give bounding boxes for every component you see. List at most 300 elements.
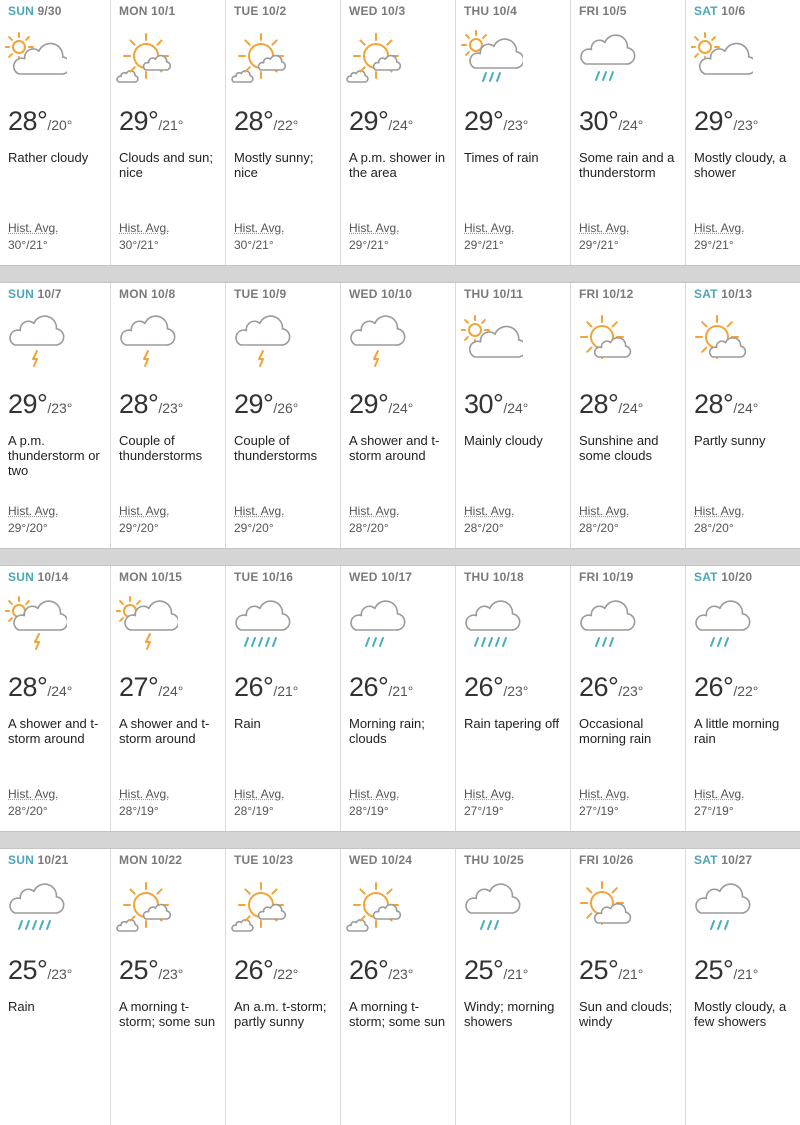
- day-date: [579, 570, 634, 584]
- day-card[interactable]: [455, 283, 570, 548]
- day-card[interactable]: [225, 0, 340, 265]
- date-number: 10/11: [492, 287, 524, 301]
- historical-average: [694, 786, 744, 820]
- day-card[interactable]: [110, 283, 225, 548]
- high-temp: 28°: [579, 389, 619, 419]
- day-date: [694, 570, 752, 584]
- low-temp: /21°: [618, 966, 644, 982]
- temperatures: [694, 672, 758, 703]
- thunderstorm-icon: [5, 313, 67, 369]
- hist-label[interactable]: Hist. Avg.: [8, 221, 59, 235]
- historical-average: [579, 220, 629, 254]
- day-card[interactable]: [570, 283, 685, 548]
- hist-label[interactable]: Hist. Avg.: [579, 221, 630, 235]
- forecast-phrase: Partly sunny: [694, 433, 766, 448]
- sun-cloud-rain-icon: [461, 30, 523, 86]
- partly-cloudy-icon: [461, 313, 523, 369]
- low-temp: /24°: [388, 400, 414, 416]
- high-temp: 30°: [464, 389, 504, 419]
- low-temp: /23°: [158, 966, 184, 982]
- high-temp: 25°: [464, 955, 504, 985]
- high-temp: 28°: [8, 672, 48, 702]
- day-of-week: SUN: [8, 4, 34, 18]
- date-number: 10/6: [721, 4, 746, 18]
- hist-label[interactable]: Hist. Avg.: [464, 221, 515, 235]
- day-of-week: WED: [349, 4, 378, 18]
- mostly-sunny-icon: [116, 879, 178, 935]
- temperatures: [464, 955, 528, 986]
- low-temp: /21°: [273, 683, 299, 699]
- high-temp: 25°: [8, 955, 48, 985]
- hist-value: 30°/21°: [119, 238, 159, 252]
- temperatures: [464, 672, 528, 703]
- high-temp: 29°: [694, 106, 734, 136]
- high-temp: 28°: [694, 389, 734, 419]
- forecast-phrase: A morning t-storm; some sun: [119, 999, 216, 1029]
- forecast-phrase: Sunshine and some clouds: [579, 433, 659, 463]
- week-divider: [0, 548, 800, 566]
- forecast-phrase: A shower and t-storm around: [119, 716, 210, 746]
- high-temp: 29°: [8, 389, 48, 419]
- date-number: 10/18: [492, 570, 524, 584]
- historical-average: [694, 503, 744, 537]
- hist-label[interactable]: Hist. Avg.: [579, 504, 630, 518]
- date-number: 10/13: [721, 287, 753, 301]
- forecast-phrase: A little morning rain: [694, 716, 780, 746]
- hist-label[interactable]: Hist. Avg.: [119, 504, 170, 518]
- day-of-week: FRI: [579, 4, 599, 18]
- hist-label[interactable]: Hist. Avg.: [464, 787, 515, 801]
- mostly-sunny-icon: [116, 30, 178, 86]
- high-temp: 28°: [119, 389, 159, 419]
- forecast-phrase: Occasional morning rain: [579, 716, 652, 746]
- high-temp: 29°: [349, 106, 389, 136]
- hist-label[interactable]: Hist. Avg.: [119, 221, 170, 235]
- cloud-rain-icon: [691, 879, 753, 935]
- day-of-week: SAT: [694, 4, 718, 18]
- historical-average: [119, 220, 169, 254]
- cloud-rain-icon: [346, 596, 408, 652]
- historical-average: [349, 220, 399, 254]
- historical-average: [464, 220, 514, 254]
- temperatures: [694, 106, 758, 137]
- temperatures: [349, 106, 413, 137]
- temperatures: [8, 389, 72, 420]
- high-temp: 29°: [234, 389, 274, 419]
- date-number: 10/16: [262, 570, 294, 584]
- low-temp: /24°: [733, 400, 759, 416]
- mostly-sunny-icon: [231, 879, 293, 935]
- sun-thunderstorm-icon: [5, 596, 67, 652]
- hist-label[interactable]: Hist. Avg.: [349, 504, 400, 518]
- hist-value: 28°/20°: [579, 521, 619, 535]
- heavy-rain-icon: [231, 596, 293, 652]
- low-temp: /23°: [158, 400, 184, 416]
- hist-value: 27°/19°: [464, 804, 504, 818]
- temperatures: [579, 672, 643, 703]
- mostly-sunny-icon: [346, 879, 408, 935]
- forecast-phrase: Couple of thunderstorms: [234, 433, 318, 463]
- temperatures: [694, 955, 758, 986]
- hist-label[interactable]: Hist. Avg.: [8, 504, 59, 518]
- date-number: 10/8: [151, 287, 176, 301]
- day-date: [349, 4, 405, 18]
- temperatures: [579, 106, 643, 137]
- historical-average: [349, 786, 399, 820]
- temperatures: [464, 389, 528, 420]
- week-row: [0, 566, 800, 831]
- date-number: 10/3: [381, 4, 406, 18]
- hist-label[interactable]: Hist. Avg.: [349, 221, 400, 235]
- partly-cloudy-icon: [691, 30, 753, 86]
- low-temp: /23°: [618, 683, 644, 699]
- hist-value: 28°/20°: [464, 521, 504, 535]
- temperatures: [8, 106, 72, 137]
- historical-average: [8, 503, 58, 537]
- week-row: [0, 0, 800, 265]
- low-temp: /26°: [273, 400, 299, 416]
- date-number: 10/17: [381, 570, 413, 584]
- low-temp: /24°: [618, 400, 644, 416]
- day-date: [464, 287, 523, 301]
- date-number: 10/21: [37, 853, 69, 867]
- hist-value: 28°/20°: [8, 804, 48, 818]
- date-number: 10/22: [151, 853, 183, 867]
- hist-value: 27°/19°: [579, 804, 619, 818]
- day-card[interactable]: [455, 0, 570, 265]
- high-temp: 25°: [579, 955, 619, 985]
- temperatures: [119, 672, 183, 703]
- date-number: 10/12: [602, 287, 634, 301]
- historical-average: [234, 503, 284, 537]
- hist-label[interactable]: Hist. Avg.: [349, 787, 400, 801]
- high-temp: 28°: [8, 106, 48, 136]
- day-card[interactable]: [0, 849, 110, 1125]
- day-card[interactable]: [340, 849, 455, 1125]
- hist-value: 29°/20°: [234, 521, 274, 535]
- forecast-phrase: A shower and t-storm around: [349, 433, 440, 463]
- temperatures: [119, 106, 183, 137]
- hist-label[interactable]: Hist. Avg.: [694, 504, 745, 518]
- high-temp: 25°: [694, 955, 734, 985]
- day-of-week: SUN: [8, 287, 34, 301]
- temperatures: [464, 106, 528, 137]
- day-card[interactable]: [110, 0, 225, 265]
- date-number: 10/25: [492, 853, 524, 867]
- temperatures: [234, 389, 298, 420]
- cloud-rain-icon: [691, 596, 753, 652]
- day-card[interactable]: [685, 283, 800, 548]
- day-date: [234, 4, 286, 18]
- week-divider: [0, 265, 800, 283]
- day-of-week: FRI: [579, 570, 599, 584]
- day-of-week: MON: [119, 4, 148, 18]
- day-date: [349, 853, 412, 867]
- temperatures: [119, 389, 183, 420]
- high-temp: 29°: [464, 106, 504, 136]
- day-date: [464, 4, 517, 18]
- temperatures: [694, 389, 758, 420]
- hist-value: 29°/21°: [349, 238, 389, 252]
- cloud-rain-icon: [576, 596, 638, 652]
- low-temp: /22°: [273, 966, 299, 982]
- forecast-phrase: A morning t-storm; some sun: [349, 999, 446, 1029]
- day-card[interactable]: [0, 283, 110, 548]
- day-date: [579, 853, 634, 867]
- low-temp: /22°: [733, 683, 759, 699]
- forecast-phrase: Rain: [234, 716, 261, 731]
- sun-thunderstorm-icon: [116, 596, 178, 652]
- day-date: [234, 570, 293, 584]
- hist-value: 29°/20°: [119, 521, 159, 535]
- temperatures: [349, 389, 413, 420]
- day-date: [694, 853, 752, 867]
- hist-label[interactable]: Hist. Avg.: [234, 504, 285, 518]
- day-of-week: FRI: [579, 287, 599, 301]
- forecast-phrase: Mainly cloudy: [464, 433, 543, 448]
- day-card[interactable]: [455, 849, 570, 1125]
- low-temp: /24°: [388, 117, 414, 133]
- hist-value: 29°/21°: [579, 238, 619, 252]
- low-temp: /22°: [273, 117, 299, 133]
- forecast-phrase: Some rain and a thunderstorm: [579, 150, 675, 180]
- date-number: 10/26: [602, 853, 634, 867]
- forecast-phrase: A p.m. shower in the area: [349, 150, 446, 180]
- temperatures: [119, 955, 183, 986]
- day-date: [349, 570, 412, 584]
- low-temp: /24°: [503, 400, 529, 416]
- high-temp: 26°: [694, 672, 734, 702]
- day-card[interactable]: [110, 566, 225, 831]
- cloud-rain-icon: [461, 879, 523, 935]
- historical-average: [8, 786, 58, 820]
- day-date: [119, 570, 182, 584]
- high-temp: 30°: [579, 106, 619, 136]
- day-of-week: MON: [119, 570, 148, 584]
- temperatures: [349, 672, 413, 703]
- temperatures: [234, 955, 298, 986]
- high-temp: 28°: [234, 106, 274, 136]
- date-number: 9/30: [37, 4, 62, 18]
- forecast-phrase: Windy; morning showers: [464, 999, 555, 1029]
- temperatures: [579, 955, 643, 986]
- day-date: [464, 853, 524, 867]
- day-of-week: WED: [349, 287, 378, 301]
- forecast-phrase: Rather cloudy: [8, 150, 89, 165]
- day-date: [8, 287, 62, 301]
- hist-value: 27°/19°: [694, 804, 734, 818]
- date-number: 10/14: [37, 570, 69, 584]
- day-of-week: THU: [464, 287, 490, 301]
- day-date: [579, 287, 634, 301]
- date-number: 10/27: [721, 853, 753, 867]
- high-temp: 26°: [464, 672, 504, 702]
- low-temp: /23°: [47, 966, 73, 982]
- day-date: [234, 853, 293, 867]
- day-of-week: SUN: [8, 853, 34, 867]
- high-temp: 26°: [579, 672, 619, 702]
- high-temp: 29°: [119, 106, 159, 136]
- high-temp: 29°: [349, 389, 389, 419]
- date-number: 10/9: [262, 287, 287, 301]
- hist-value: 28°/20°: [349, 521, 389, 535]
- week-divider: [0, 831, 800, 849]
- hist-value: 29°/20°: [8, 521, 48, 535]
- hist-label[interactable]: Hist. Avg.: [694, 221, 745, 235]
- date-number: 10/10: [381, 287, 413, 301]
- day-date: [8, 570, 69, 584]
- high-temp: 26°: [349, 955, 389, 985]
- cloud-rain-icon: [576, 30, 638, 86]
- historical-average: [119, 786, 169, 820]
- low-temp: /21°: [503, 966, 529, 982]
- day-card[interactable]: [225, 283, 340, 548]
- historical-average: [234, 786, 284, 820]
- day-of-week: SAT: [694, 287, 718, 301]
- historical-average: [8, 220, 58, 254]
- low-temp: /23°: [47, 400, 73, 416]
- day-card[interactable]: [340, 283, 455, 548]
- sun-and-clouds-icon: [576, 313, 638, 369]
- day-card[interactable]: [0, 0, 110, 265]
- forecast-phrase: Couple of thunderstorms: [119, 433, 203, 463]
- date-number: 10/19: [602, 570, 634, 584]
- high-temp: 27°: [119, 672, 159, 702]
- date-number: 10/24: [381, 853, 413, 867]
- hist-label[interactable]: Hist. Avg.: [234, 787, 285, 801]
- hist-label[interactable]: Hist. Avg.: [694, 787, 745, 801]
- heavy-rain-icon: [5, 879, 67, 935]
- hist-value: 28°/19°: [349, 804, 389, 818]
- day-date: [119, 287, 175, 301]
- day-card[interactable]: [685, 566, 800, 831]
- thunderstorm-icon: [116, 313, 178, 369]
- day-of-week: THU: [464, 570, 490, 584]
- hist-label[interactable]: Hist. Avg.: [119, 787, 170, 801]
- day-date: [464, 570, 524, 584]
- low-temp: /24°: [618, 117, 644, 133]
- low-temp: /24°: [158, 683, 184, 699]
- heavy-rain-icon: [461, 596, 523, 652]
- day-card[interactable]: [225, 849, 340, 1125]
- high-temp: 25°: [119, 955, 159, 985]
- date-number: 10/5: [602, 4, 627, 18]
- high-temp: 26°: [349, 672, 389, 702]
- day-date: [119, 853, 182, 867]
- date-number: 10/20: [721, 570, 753, 584]
- mostly-sunny-icon: [346, 30, 408, 86]
- date-number: 10/15: [151, 570, 183, 584]
- low-temp: /21°: [158, 117, 184, 133]
- day-card[interactable]: [225, 566, 340, 831]
- day-date: [8, 4, 62, 18]
- historical-average: [234, 220, 284, 254]
- day-card[interactable]: [340, 566, 455, 831]
- thunderstorm-icon: [231, 313, 293, 369]
- day-card[interactable]: [570, 0, 685, 265]
- day-card[interactable]: [340, 0, 455, 265]
- day-of-week: MON: [119, 853, 148, 867]
- day-of-week: SAT: [694, 570, 718, 584]
- date-number: 10/7: [37, 287, 62, 301]
- hist-value: 28°/19°: [234, 804, 274, 818]
- temperatures: [8, 672, 72, 703]
- day-card[interactable]: [570, 566, 685, 831]
- forecast-phrase: Mostly sunny; nice: [234, 150, 314, 180]
- forecast-phrase: Mostly cloudy, a shower: [694, 150, 787, 180]
- low-temp: /23°: [388, 966, 414, 982]
- high-temp: 26°: [234, 955, 274, 985]
- day-date: [694, 287, 752, 301]
- forecast-phrase: Morning rain; clouds: [349, 716, 425, 746]
- low-temp: /23°: [503, 117, 529, 133]
- day-date: [579, 4, 627, 18]
- forecast-phrase: A p.m. thunderstorm or two: [8, 433, 100, 478]
- temperatures: [234, 106, 298, 137]
- day-of-week: SAT: [694, 853, 718, 867]
- day-card[interactable]: [685, 0, 800, 265]
- day-card[interactable]: [570, 849, 685, 1125]
- historical-average: [464, 503, 514, 537]
- day-of-week: SUN: [8, 570, 34, 584]
- date-number: 10/2: [262, 4, 287, 18]
- low-temp: /23°: [733, 117, 759, 133]
- hist-value: 29°/21°: [694, 238, 734, 252]
- temperatures: [579, 389, 643, 420]
- historical-average: [349, 503, 399, 537]
- forecast-phrase: Rain: [8, 999, 35, 1014]
- day-of-week: TUE: [234, 287, 259, 301]
- forecast-phrase: An a.m. t-storm; partly sunny: [234, 999, 327, 1029]
- day-of-week: WED: [349, 570, 378, 584]
- low-temp: /24°: [47, 683, 73, 699]
- historical-average: [579, 503, 629, 537]
- day-of-week: TUE: [234, 570, 259, 584]
- day-of-week: WED: [349, 853, 378, 867]
- day-card[interactable]: [685, 849, 800, 1125]
- hist-value: 28°/19°: [119, 804, 159, 818]
- day-date: [119, 4, 175, 18]
- hist-label[interactable]: Hist. Avg.: [8, 787, 59, 801]
- historical-average: [694, 220, 744, 254]
- day-date: [234, 287, 286, 301]
- day-card[interactable]: [0, 566, 110, 831]
- hist-label[interactable]: Hist. Avg.: [234, 221, 285, 235]
- date-number: 10/1: [151, 4, 176, 18]
- week-row: [0, 849, 800, 1125]
- low-temp: /23°: [503, 683, 529, 699]
- temperatures: [8, 955, 72, 986]
- forecast-phrase: Times of rain: [464, 150, 539, 165]
- forecast-phrase: Clouds and sun; nice: [119, 150, 213, 180]
- hist-label[interactable]: Hist. Avg.: [579, 787, 630, 801]
- forecast-phrase: Sun and clouds; windy: [579, 999, 673, 1029]
- hist-label[interactable]: Hist. Avg.: [464, 504, 515, 518]
- day-of-week: TUE: [234, 853, 259, 867]
- hist-value: 30°/21°: [234, 238, 274, 252]
- day-card[interactable]: [455, 566, 570, 831]
- week-row: [0, 283, 800, 548]
- mostly-sunny-icon: [231, 30, 293, 86]
- day-of-week: MON: [119, 287, 148, 301]
- day-date: [694, 4, 745, 18]
- day-card[interactable]: [110, 849, 225, 1125]
- day-of-week: THU: [464, 4, 490, 18]
- forecast-phrase: Rain tapering off: [464, 716, 560, 731]
- day-of-week: THU: [464, 853, 490, 867]
- low-temp: /21°: [388, 683, 414, 699]
- hist-value: 28°/20°: [694, 521, 734, 535]
